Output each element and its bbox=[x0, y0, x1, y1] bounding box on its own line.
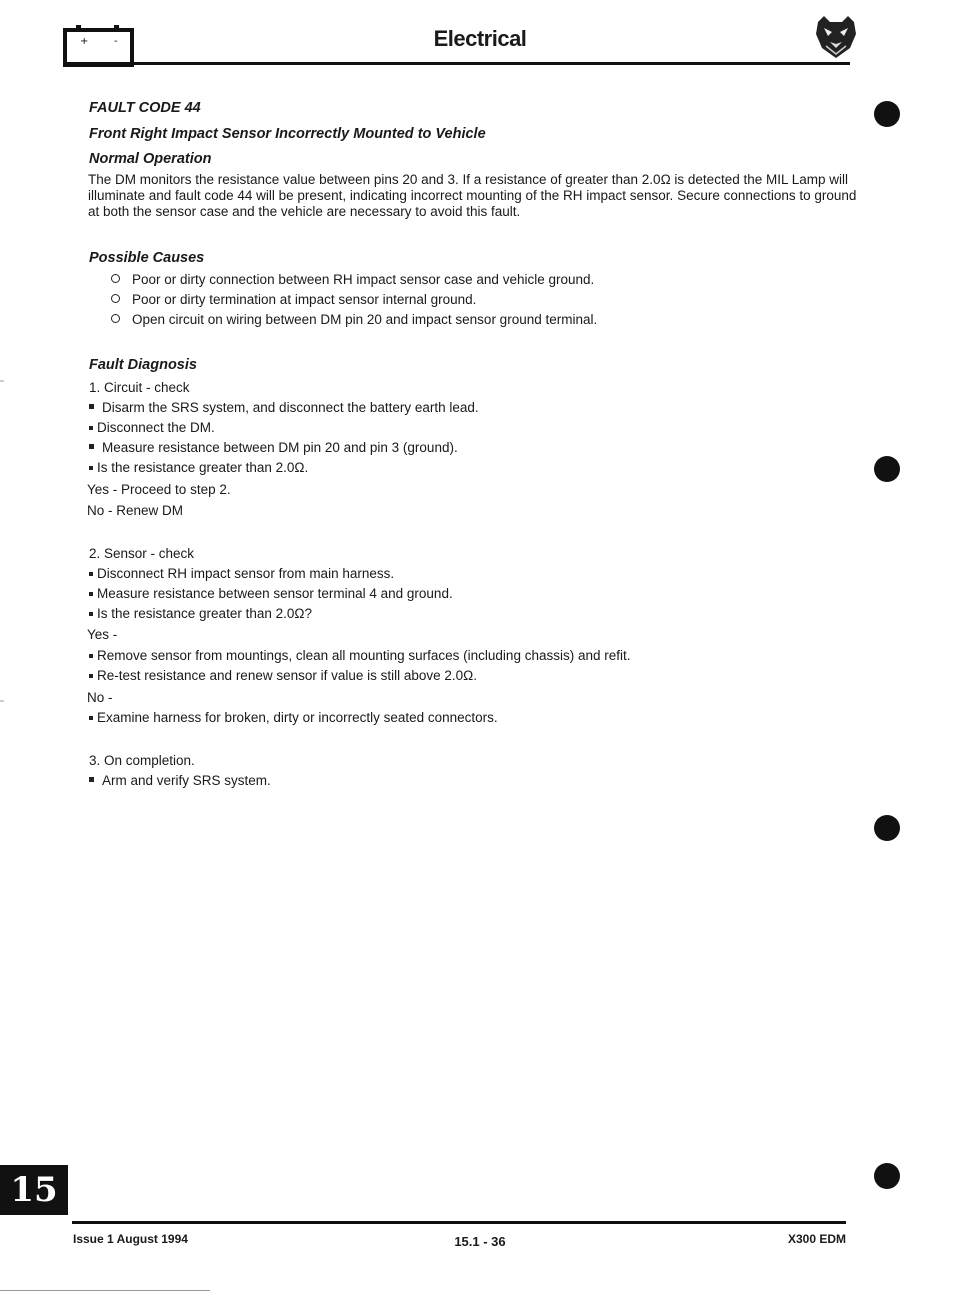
square-bullet-icon bbox=[89, 612, 93, 616]
list-item: Is the resistance greater than 2.0Ω. bbox=[89, 458, 308, 478]
step-heading: 3. On completion. bbox=[89, 753, 195, 768]
no-line: No - Renew DM bbox=[87, 503, 184, 518]
scan-edge-mark bbox=[0, 700, 4, 702]
footer-rule bbox=[72, 1221, 846, 1224]
yes-line: Yes - Proceed to step 2. bbox=[87, 482, 231, 497]
scan-bottom-rule bbox=[0, 1290, 210, 1291]
list-item: Disconnect RH impact sensor from main harness. bbox=[89, 564, 394, 584]
list-item: Examine harness for broken, dirty or incorrectly seated connectors. bbox=[89, 708, 498, 728]
no-line: No - bbox=[87, 690, 113, 705]
possible-causes-heading: Possible Causes bbox=[89, 250, 205, 266]
footer-doc-code: X300 EDM bbox=[787, 1232, 846, 1246]
list-item: Measure resistance between sensor terminal 4 and ground. bbox=[89, 584, 453, 604]
normal-operation-text: The DM monitors the resistance value between pins 20 and 3. If a resistance of greater than 2.0Ω is detected the MIL Lamp will illuminate and fault code 44 will be present, indicating incorrect mounting of the RH impact sensor. Secure connections to ground at both the sensor case and the vehicle are necessary to avoid this fault. bbox=[88, 172, 857, 219]
svg-text:+: + bbox=[80, 36, 89, 47]
fault-code-heading: FAULT CODE 44 bbox=[89, 100, 201, 116]
list-item: Disconnect the DM. bbox=[89, 418, 215, 438]
fault-diagnosis-heading: Fault Diagnosis bbox=[89, 357, 197, 373]
circle-bullet-icon bbox=[111, 314, 120, 323]
jaguar-head-logo-icon bbox=[812, 14, 860, 60]
punch-hole-mark bbox=[874, 815, 900, 841]
yes-line: Yes - bbox=[87, 627, 118, 642]
list-item: Poor or dirty termination at impact sensor internal ground. bbox=[111, 290, 476, 310]
circle-bullet-icon bbox=[111, 294, 120, 303]
punch-hole-mark bbox=[874, 1163, 900, 1189]
square-bullet-icon bbox=[89, 777, 94, 782]
list-item: Measure resistance between DM pin 20 and pin 3 (ground). bbox=[89, 438, 458, 458]
footer-issue: Issue 1 August 1994 bbox=[73, 1232, 188, 1246]
page-number: 15.1 - 36 bbox=[454, 1234, 506, 1249]
list-item: Open circuit on wiring between DM pin 20 and impact sensor ground terminal. bbox=[111, 310, 597, 330]
square-bullet-icon bbox=[89, 592, 93, 596]
square-bullet-icon bbox=[89, 466, 93, 470]
square-bullet-icon bbox=[89, 716, 93, 720]
list-item: Re-test resistance and renew sensor if value is still above 2.0Ω. bbox=[89, 666, 477, 686]
list-item: Disarm the SRS system, and disconnect the battery earth lead. bbox=[89, 398, 479, 418]
square-bullet-icon bbox=[89, 444, 94, 449]
svg-text:-: - bbox=[114, 36, 118, 47]
fault-title: Front Right Impact Sensor Incorrectly Mounted to Vehicle bbox=[89, 126, 486, 142]
square-bullet-icon bbox=[89, 404, 94, 409]
list-item: Poor or dirty connection between RH impact sensor case and vehicle ground. bbox=[111, 270, 594, 290]
square-bullet-icon bbox=[89, 426, 93, 430]
list-item: Remove sensor from mountings, clean all mounting surfaces (including chassis) and refit. bbox=[89, 646, 631, 666]
circle-bullet-icon bbox=[111, 274, 120, 283]
step-heading: 2. Sensor - check bbox=[89, 546, 195, 561]
punch-hole-mark bbox=[874, 456, 900, 482]
scan-edge-mark bbox=[0, 380, 4, 382]
square-bullet-icon bbox=[89, 572, 93, 576]
square-bullet-icon bbox=[89, 654, 93, 658]
normal-operation-heading: Normal Operation bbox=[89, 151, 212, 167]
list-item: Arm and verify SRS system. bbox=[89, 771, 271, 791]
page-title: Electrical bbox=[433, 26, 527, 51]
step-heading: 1. Circuit - check bbox=[89, 380, 190, 395]
header-rule bbox=[64, 62, 850, 65]
list-item: Is the resistance greater than 2.0Ω? bbox=[89, 604, 312, 624]
square-bullet-icon bbox=[89, 674, 93, 678]
punch-hole-mark bbox=[874, 101, 900, 127]
section-tab: 15 bbox=[0, 1165, 68, 1215]
